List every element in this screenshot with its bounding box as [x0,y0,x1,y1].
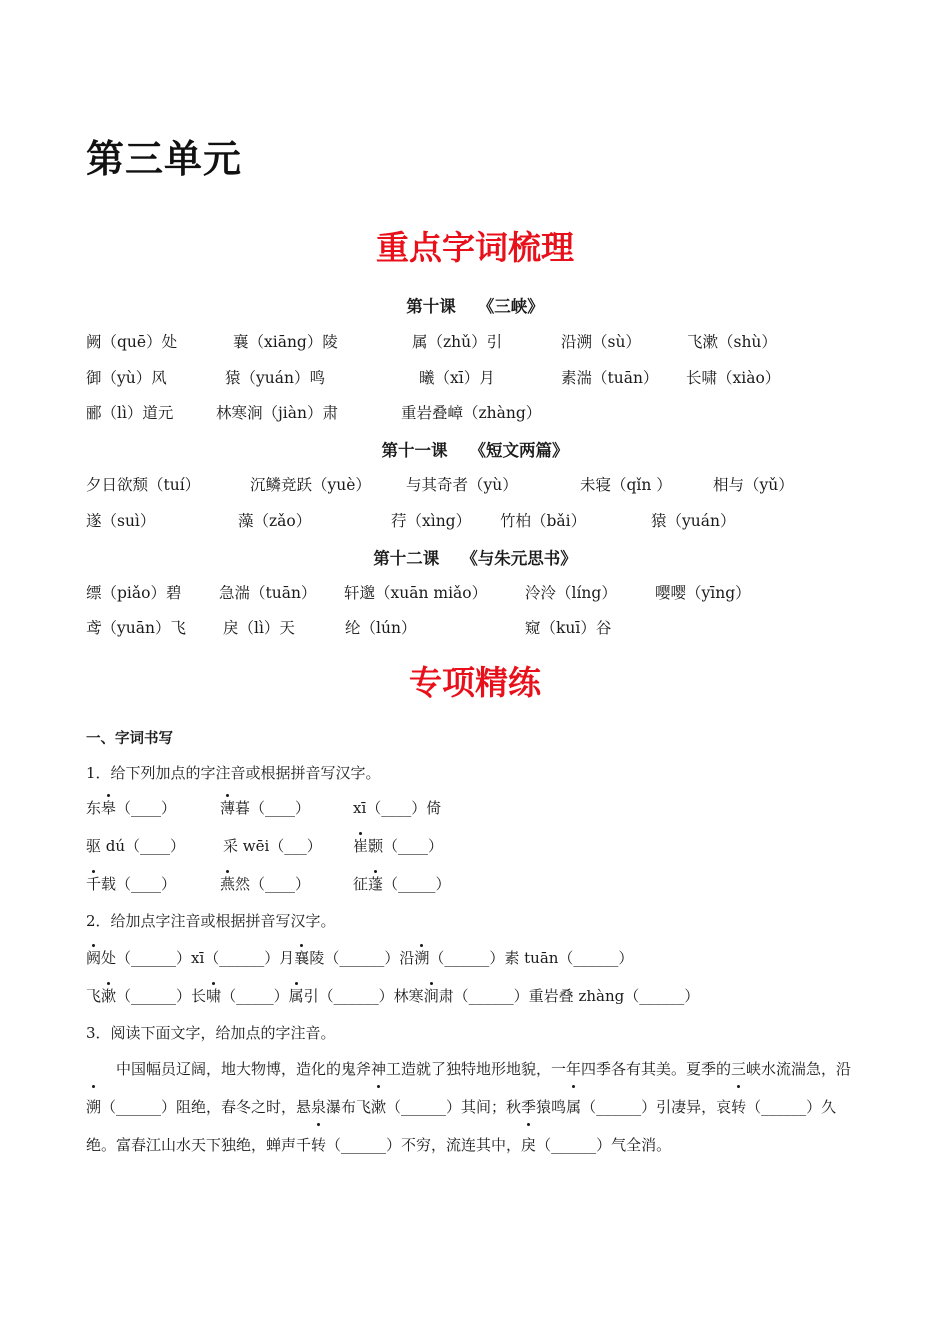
word-item: 急湍（tuān） [219,584,317,602]
section-title-practice: 专项精练 [409,663,541,702]
word-item: 遂（suì） [86,512,156,530]
word-item: 重岩叠嶂（zhàng） [401,404,542,422]
word-item: 与其奇者（yù） [406,476,518,494]
word-item: 襄（xiāng）陵 [233,333,338,351]
word-item: 纶（lún） [345,619,417,637]
dotted-char: 皋 [101,799,117,817]
dotted-char: 漱 [101,987,117,1005]
dotted-char: 溯 [86,1088,101,1126]
question-2-prompt: 2．给加点字注音或根据拼音写汉字。 [86,912,336,930]
word-item: 阙（quē）处 [86,333,178,351]
lesson-name: 《与朱元思书》 [461,549,577,568]
lesson-label: 第十课 [406,297,456,316]
word-item: 轩邈（xuān miǎo） [344,584,488,602]
word-item: 嘤嘤（yīng） [655,584,751,602]
reading-passage: 中国幅员辽阔，地大物博，造化的鬼斧神工造就了独特地形地貌，一年四季各有其美。夏季的三峡水流湍急，沿溯（______）阻绝，春冬之时，悬泉瀑布飞漱（______）其间；秋季猿鸣属（______）引凄异，哀转（______）久绝。富春江山水天下独绝，蝉声千转（______）不穷，流连其中，戾（______）气全消。 [86,1050,866,1164]
word-item: 鸢（yuān）飞 [86,619,186,637]
word-item: 猿（yuán） [651,512,736,530]
word-item: 猿（yuán）鸣 [225,369,325,387]
question-item: xī（____）倚 [353,799,442,817]
dotted-char: 戾 [521,1126,536,1164]
word-item: 夕日欲颓（tuí） [86,476,201,494]
word-item: 长啸（xiào） [686,369,781,387]
dotted-char: 转 [311,1126,326,1164]
question-item: 薄暮（____） [220,799,311,817]
word-item: 竹柏（bǎi） [500,512,587,530]
lesson-heading-11 [0,437,950,461]
dotted-char: 阙 [86,949,102,967]
word-item: 林寒涧（jiàn）肃 [216,404,338,422]
word-item: 飞漱（shù） [687,333,777,351]
word-item: 未寝（qǐn ） [580,476,672,494]
word-item: 相与（yǔ） [713,476,794,494]
dotted-char: 襄 [294,949,310,967]
question-item: 燕然（____） [220,875,311,893]
dotted-char: 漱 [371,1088,386,1126]
lesson-heading-10 [0,293,950,317]
dotted-char: 转 [731,1088,746,1126]
word-item: 御（yù）风 [86,369,167,387]
word-item: 素湍（tuān） [561,369,659,387]
dotted-char: 千 [86,875,102,893]
question-item: 崔颢（____） [353,837,444,855]
lesson-label: 第十二课 [373,549,440,568]
dotted-char: 蓬 [368,875,384,893]
question-item: 千载（____） [86,875,177,893]
word-item: 属（zhǔ）引 [412,333,503,351]
dotted-char: 涧 [423,987,439,1005]
dotted-char: 属 [288,987,304,1005]
word-item: 泠泠（líng） [525,584,617,602]
part-heading: 一、字词书写 [86,731,173,747]
word-item: 窥（kuī）谷 [525,619,612,637]
lesson-name: 《三峡》 [477,297,544,316]
question-item: 东皋（____） [86,799,177,817]
dotted-char: 属 [566,1088,581,1126]
dotted-char: 崔 [353,837,369,855]
dotted-char: 啸 [206,987,222,1005]
question-line: 飞漱（______）长啸（_____）属引（______）林寒涧肃（______）重岩叠 zhàng（______） [86,987,700,1005]
unit-title: 第三单元 [86,137,243,181]
dotted-char: 燕 [220,875,236,893]
question-line: 阙处（______）xī（______）月襄陵（______）沿溯（______）素 tuān（______） [86,949,634,967]
word-item: 沿溯（sù） [561,333,641,351]
word-item: 曦（xī）月 [419,369,495,387]
question-item: 采 wēi（___） [223,837,322,855]
word-item: 郦（lì）道元 [86,404,174,422]
word-item: 藻（zǎo） [238,512,312,530]
word-item: 缥（piǎo）碧 [86,584,182,602]
word-item: 戾（lì）天 [223,619,295,637]
question-item: 驱 dú（____） [86,837,186,855]
lesson-heading-12 [0,545,950,569]
dotted-char: 薄 [220,799,236,817]
dotted-char: 溯 [414,949,430,967]
word-item: 沉鳞竞跃（yuè） [250,476,371,494]
word-item: 荇（xìng） [391,512,472,530]
lesson-name: 《短文两篇》 [469,441,569,460]
lesson-label: 第十一课 [381,441,448,460]
question-3-prompt: 3．阅读下面文字，给加点的字注音。 [86,1024,336,1042]
question-1-prompt: 1．给下列加点的字注音或根据拼音写汉字。 [86,764,381,782]
question-item: 征蓬（_____） [353,875,451,893]
section-title-key-words: 重点字词梳理 [376,228,574,267]
